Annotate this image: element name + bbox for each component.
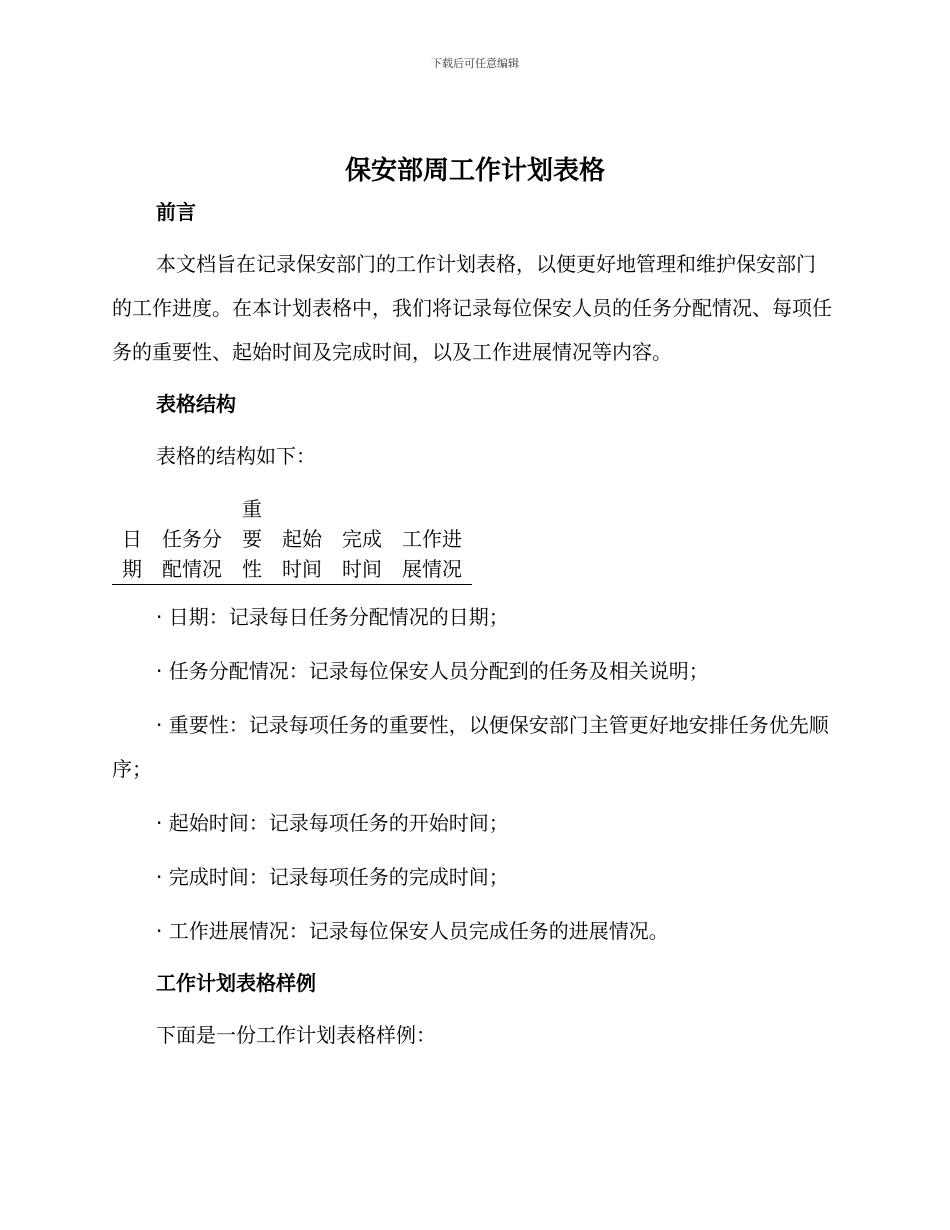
bullet-importance: · 重要性：记录每项任务的重要性，以便保安部门主管更好地安排任务优先顺序； — [112, 713, 829, 781]
preface-paragraph: 本文档旨在记录保安部门的工作计划表格，以便更好地管理和维护保安部门的工作进度。在本计划表格中，我们将记录每位保安人员的任务分配情况、每项任务的重要性、起始时间及完成时间，以及工作进展情况等内容。 — [112, 252, 832, 364]
document-title: 保安部周工作计划表格 — [344, 156, 605, 186]
document-body — [112, 196, 832, 1057]
structure-intro: 表格的结构如下： — [156, 444, 316, 468]
structure-table — [112, 494, 472, 585]
bullet-date: · 日期：记录每日任务分配情况的日期； — [156, 605, 509, 629]
sample-intro: 下面是一份工作计划表格样例： — [156, 1023, 436, 1047]
table-header-date: 日 期 — [112, 494, 152, 585]
table-header-finish-time: 完成 时间 — [332, 494, 392, 585]
bullet-progress: · 工作进展情况：记录每位保安人员完成任务的进展情况。 — [156, 919, 669, 943]
page-header-note: 下载后可任意编辑 — [431, 57, 519, 70]
section-heading-sample: 工作计划表格样例 — [156, 971, 316, 995]
table-header-progress: 工作进 展情况 — [392, 494, 472, 585]
section-heading-preface: 前言 — [156, 200, 196, 224]
bullet-finish-time: · 完成时间：记录每项任务的完成时间； — [156, 865, 509, 889]
section-heading-structure: 表格结构 — [156, 392, 236, 416]
bullet-start-time: · 起始时间：记录每项任务的开始时间； — [156, 811, 509, 835]
bullet-task-assignment: · 任务分配情况：记录每位保安人员分配到的任务及相关说明； — [156, 659, 709, 683]
table-header-start-time: 起始 时间 — [272, 494, 332, 585]
table-header-importance: 重 要 性 — [232, 494, 272, 585]
table-header-task-assignment: 任务分 配情况 — [152, 494, 232, 585]
